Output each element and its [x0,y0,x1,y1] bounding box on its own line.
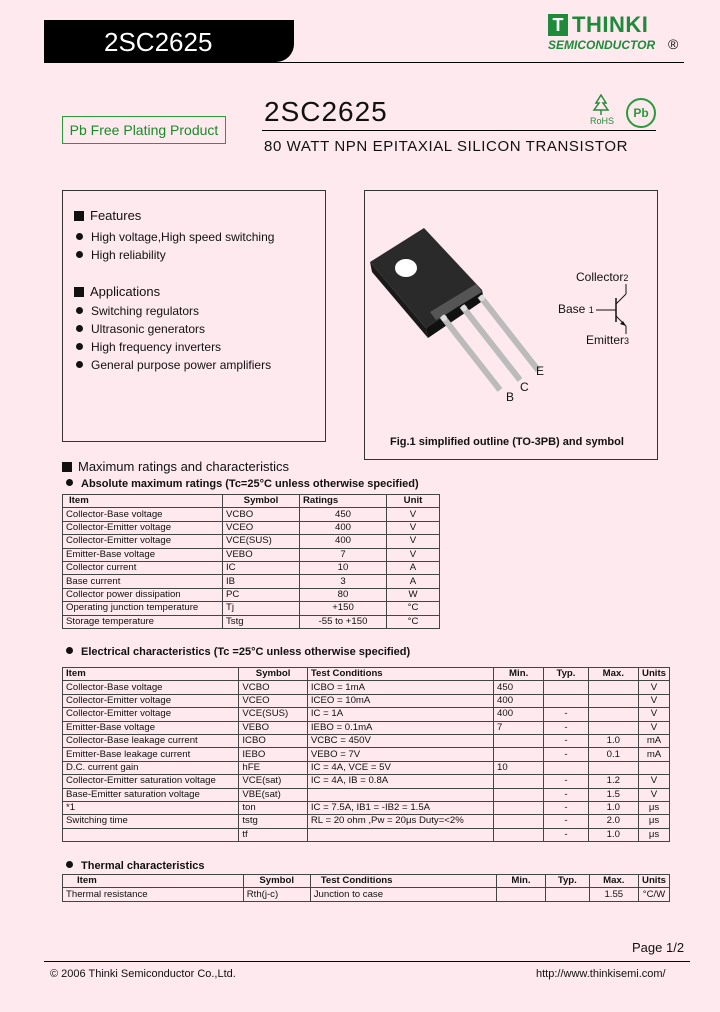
feature-item: High reliability [76,248,166,262]
pb-free-badge: Pb Free Plating Product [62,116,226,144]
table-row: Collector-Emitter voltage VCEO 400 V [63,521,440,534]
bullet-icon [76,307,83,314]
page-title: 2SC2625 [264,96,388,127]
table-row: Emitter-Base voltage VEBO IEBO = 0.1mA 7 - V [63,721,670,734]
square-bullet-icon [74,211,84,221]
square-bullet-icon [74,287,84,297]
col-item: Item [63,495,223,508]
col-conditions: Test Conditions [310,875,496,888]
bullet-icon [76,233,83,240]
table-row: Switching time tstg RL = 20 ohm ,Pw = 20μs Duty=<2% - 2.0 μs [63,815,670,828]
header-part-number: 2SC2625 [104,27,213,57]
table-row: Emitter-Base voltage VEBO 7 V [63,548,440,561]
bullet-icon [76,361,83,368]
col-typ: Typ. [546,875,590,888]
bullet-icon [66,479,73,486]
npn-transistor-symbol-icon [596,284,636,339]
abs-max-heading: Absolute maximum ratings (Tc=25°C unless otherwise specified) [66,478,419,490]
table-row: Thermal resistance Rth(j-c) Junction to case 1.55 °C/W [63,888,670,901]
table-row: Collector power dissipation PC 80 W [63,588,440,601]
col-symbol: Symbol [223,495,300,508]
logo-subtitle: SEMICONDUCTOR [548,38,656,52]
table-row: Collector-Emitter saturation voltage VCE(sat) IC = 4A, IB = 0.8A - 1.2 V [63,775,670,788]
applications-heading: Applications [74,284,160,299]
bullet-icon [66,647,73,654]
bullet-icon [76,325,83,332]
abs-max-table [62,494,440,629]
col-ratings: Ratings [300,495,387,508]
square-bullet-icon [62,462,72,472]
table-row: Base-Emitter saturation voltage VBE(sat) - 1.5 V [63,788,670,801]
table-header-row [63,668,670,681]
table-row: *1 ton IC = 7.5A, IB1 = -IB2 = 1.5A - 1.0 μs [63,801,670,814]
col-max: Max. [589,875,638,888]
col-min: Min. [494,668,544,681]
table-row: Collector-Base voltage VCBO ICBO = 1mA 450 V [63,681,670,694]
thermal-heading: Thermal characteristics [66,860,205,872]
application-item: Switching regulators [76,304,199,318]
pb-icon: Pb [626,98,656,128]
title-divider [262,130,656,131]
table-row: Operating junction temperature Tj +150 °C [63,602,440,615]
footer-copyright: © 2006 Thinki Semiconductor Co.,Ltd. [50,968,236,980]
col-units: Units [639,875,670,888]
header-divider [44,62,684,63]
logo-registered: ® [668,36,679,52]
application-item: General purpose power amplifiers [76,358,271,372]
electrical-table [62,667,670,842]
footer-divider [44,961,690,962]
table-row: Collector-Base voltage VCBO 450 V [63,508,440,521]
col-item: Item [63,668,239,681]
table-header-row [63,875,670,888]
rohs-label: RoHS [590,116,615,126]
col-units: Units [639,668,670,681]
symbol-collector-label: Collector2 [576,270,629,284]
symbol-base-label: Base 1 [558,302,594,316]
thermal-table [62,874,670,902]
footer-url[interactable]: http://www.thinkisemi.com/ [536,968,666,980]
col-typ: Typ. [544,668,588,681]
col-symbol: Symbol [243,875,310,888]
bullet-icon [76,251,83,258]
features-heading: Features [74,208,141,223]
table-row: Collector current IC 10 A [63,561,440,574]
figure-caption: Fig.1 simplified outline (TO-3PB) and symbol [390,436,624,448]
logo-name: THINKI [572,12,649,37]
col-min: Min. [496,875,545,888]
bullet-icon [66,861,73,868]
table-header-row [63,495,440,508]
table-row: Emitter-Base leakage current IEBO VEBO = 7V - 0.1 mA [63,748,670,761]
pin-label-b: B [506,390,515,404]
page-subtitle: 80 WATT NPN EPITAXIAL SILICON TRANSISTOR [264,138,629,155]
col-item: Item [63,875,244,888]
page-number: Page 1/2 [632,940,685,955]
max-ratings-heading: Maximum ratings and characteristics [62,459,289,474]
table-row: Storage temperature Tstg -55 to +150 °C [63,615,440,628]
col-conditions: Test Conditions [307,668,493,681]
application-item: High frequency inverters [76,340,221,354]
table-row: Collector-Emitter voltage VCE(SUS) 400 V [63,535,440,548]
application-item: Ultrasonic generators [76,322,205,336]
pin-label-c: C [520,380,529,394]
table-row: Base current IB 3 A [63,575,440,588]
table-row: Collector-Emitter voltage VCEO ICEO = 10mA 400 V [63,694,670,707]
pin-label-e: E [536,364,545,378]
bullet-icon [76,343,83,350]
col-unit: Unit [387,495,440,508]
table-row: D.C. current gain hFE IC = 4A, VCE = 5V 10 [63,761,670,774]
table-row: Collector-Emitter voltage VCE(SUS) IC = 1A 400 - V [63,708,670,721]
col-symbol: Symbol [239,668,308,681]
table-row: tf - 1.0 μs [63,828,670,841]
symbol-emitter-label: Emitter3 [586,333,630,347]
table-row: Collector-Base leakage current ICBO VCBC = 450V - 1.0 mA [63,734,670,747]
elec-heading: Electrical characteristics (Tc =25°C unless otherwise specified) [66,646,410,658]
feature-item: High voltage,High speed switching [76,230,274,244]
header-part-tab [44,20,294,62]
logo-mark: T [548,14,568,36]
col-max: Max. [588,668,638,681]
